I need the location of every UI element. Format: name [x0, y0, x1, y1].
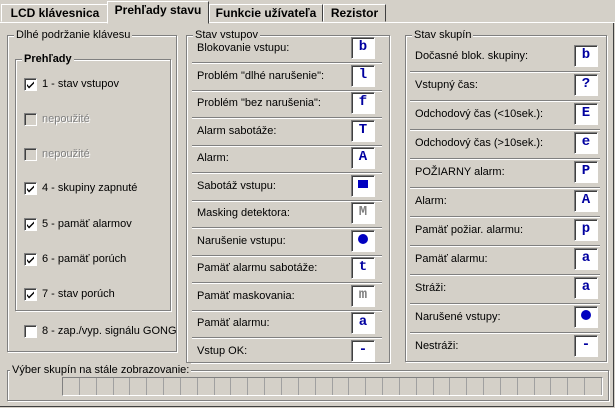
- group-cell[interactable]: [63, 378, 80, 395]
- overview-checkbox-label: 7 - stav porúch: [42, 288, 115, 300]
- group-status-label: Narušené vstupy:: [415, 311, 501, 323]
- group-cell[interactable]: [535, 378, 552, 395]
- group-cell[interactable]: [164, 378, 181, 395]
- row-separator: [192, 227, 382, 228]
- input-status-key-field[interactable]: A: [351, 147, 375, 169]
- input-status-key-field[interactable]: b: [351, 37, 375, 59]
- input-status-label: Vstup OK:: [197, 344, 248, 357]
- input-status-key-field[interactable]: a: [351, 312, 375, 334]
- group-status-key-field[interactable]: b: [574, 45, 598, 67]
- row-separator: [410, 187, 600, 188]
- group-cell[interactable]: [198, 378, 215, 395]
- group-status-key-field[interactable]: e: [574, 132, 598, 154]
- row-separator: [410, 129, 600, 130]
- group-cell[interactable]: [366, 378, 383, 395]
- input-status-key-field: m: [351, 285, 375, 307]
- row-separator: [192, 337, 382, 338]
- group-cell[interactable]: [299, 378, 316, 395]
- group-status-key-field[interactable]: E: [574, 103, 598, 125]
- input-status-label: Problém "dlhé narušenie":: [197, 69, 325, 82]
- tab-strip: [0, 0, 615, 24]
- row-separator: [410, 100, 600, 101]
- row-separator: [192, 310, 382, 311]
- input-status-label: Blokovanie vstupu:: [197, 42, 290, 54]
- input-status-label: Alarm:: [197, 152, 229, 164]
- row-separator: [192, 172, 382, 173]
- group-cell[interactable]: [181, 378, 198, 395]
- group-cell[interactable]: [130, 378, 147, 395]
- input-status-key-field[interactable]: t: [351, 257, 375, 279]
- overview-checkbox-label: nepoužité: [42, 113, 90, 125]
- row-separator: [192, 90, 382, 91]
- row-separator: [410, 303, 600, 304]
- overview-checkbox-5[interactable]: [24, 218, 37, 231]
- overview-checkbox-7[interactable]: [24, 288, 37, 301]
- overviews-subgroup-title: Prehľady: [24, 53, 72, 65]
- row-separator: [410, 71, 600, 72]
- group-cell[interactable]: [450, 378, 467, 395]
- inputs-status-title: Stav vstupov: [195, 29, 258, 41]
- group-cell[interactable]: [265, 378, 282, 395]
- row-separator: [192, 255, 382, 256]
- group-status-label: Odchodový čas (<10sek.):: [415, 108, 544, 120]
- group-status-label: Vstupný čas:: [415, 79, 478, 91]
- overview-checkbox-label: 5 - pamäť alarmov: [42, 218, 132, 230]
- group-cell[interactable]: [467, 378, 484, 395]
- tab-user-functions[interactable]: Funkcie užívateľa: [209, 4, 323, 22]
- group-cell[interactable]: [383, 378, 400, 395]
- group-status-key-field[interactable]: a: [574, 277, 598, 299]
- group-cell[interactable]: [114, 378, 131, 395]
- group-status-key-field[interactable]: [574, 306, 598, 328]
- group-status-label: Nestráži:: [415, 340, 459, 352]
- input-status-key-field[interactable]: T: [351, 120, 375, 142]
- input-status-label: Pamäť alarmu sabotáže:: [197, 262, 318, 274]
- group-cell[interactable]: [316, 378, 333, 395]
- input-status-label: Sabotáž vstupu:: [197, 179, 276, 192]
- group-cell[interactable]: [147, 378, 164, 395]
- group-status-label: Alarm:: [415, 195, 447, 207]
- group-cell[interactable]: [215, 378, 232, 395]
- group-status-label: Stráži:: [415, 282, 447, 294]
- group-status-key-field[interactable]: A: [574, 190, 598, 212]
- group-cell[interactable]: [231, 378, 248, 395]
- input-status-label: Problém "bez narušenia":: [197, 97, 321, 109]
- group-cell[interactable]: [400, 378, 417, 395]
- group-cell[interactable]: [97, 378, 114, 395]
- input-status-label: Masking detektora:: [197, 207, 290, 219]
- long-press-title: Dlhé podržanie klávesu: [16, 29, 131, 41]
- group-status-key-field[interactable]: -: [574, 335, 598, 357]
- row-separator: [192, 62, 382, 63]
- group-status-key-field[interactable]: ?: [574, 74, 598, 96]
- group-status-key-field[interactable]: P: [574, 161, 598, 183]
- row-separator: [410, 274, 600, 275]
- input-status-key-field[interactable]: -: [351, 340, 375, 362]
- group-cell[interactable]: [349, 378, 366, 395]
- input-status-key-field[interactable]: f: [351, 92, 375, 114]
- row-separator: [192, 145, 382, 146]
- input-status-key-field[interactable]: l: [351, 65, 375, 87]
- overview-checkbox-2: [24, 113, 37, 126]
- gong-checkbox-label: 8 - zap./vyp. signálu GONG: [42, 325, 177, 337]
- group-cell[interactable]: [417, 378, 434, 395]
- group-cell[interactable]: [333, 378, 350, 395]
- tab-resistor[interactable]: Rezistor: [323, 4, 386, 22]
- input-status-key-field: M: [351, 202, 375, 224]
- group-status-key-field[interactable]: p: [574, 219, 598, 241]
- tab-lcd-keypad[interactable]: LCD klávesnica: [1, 4, 109, 22]
- gong-checkbox[interactable]: [24, 325, 37, 338]
- group-cell[interactable]: [551, 378, 568, 395]
- group-status-label: Pamäť alarmu:: [415, 253, 488, 265]
- overview-checkbox-label: 1 - stav vstupov: [42, 78, 120, 90]
- input-status-label: Pamäť alarmu:: [197, 317, 270, 329]
- overview-checkbox-3: [24, 148, 37, 161]
- groups-status-title: Stav skupín: [414, 29, 472, 41]
- row-separator: [410, 332, 600, 333]
- group-cell[interactable]: [248, 378, 265, 395]
- group-selection-bar[interactable]: [62, 377, 603, 396]
- group-cell[interactable]: [484, 378, 501, 395]
- input-status-label: Alarm sabotáže:: [197, 124, 277, 137]
- overview-checkbox-1[interactable]: [24, 78, 37, 91]
- row-separator: [192, 282, 382, 283]
- overview-checkbox-label: 4 - skupiny zapnuté: [42, 182, 138, 194]
- group-cell[interactable]: [585, 378, 602, 395]
- group-status-label: Dočasné blok. skupiny:: [415, 50, 529, 62]
- group-cell[interactable]: [518, 378, 535, 395]
- group-status-key-field[interactable]: a: [574, 248, 598, 270]
- row-separator: [410, 245, 600, 246]
- input-status-key-field[interactable]: [351, 230, 375, 252]
- row-separator: [192, 117, 382, 118]
- group-cell[interactable]: [568, 378, 585, 395]
- overview-checkbox-label: nepoužité: [42, 148, 90, 160]
- group-status-label: Pamäť požiar. alarmu:: [415, 224, 524, 236]
- input-status-label: Narušenie vstupu:: [197, 234, 286, 247]
- input-status-key-field[interactable]: [351, 175, 375, 197]
- group-status-label: POŽIARNY alarm:: [415, 166, 505, 178]
- row-separator: [410, 158, 600, 159]
- overview-checkbox-4[interactable]: [24, 182, 37, 195]
- group-cell[interactable]: [282, 378, 299, 395]
- group-status-label: Odchodový čas (>10sek.):: [415, 137, 544, 149]
- group-cell[interactable]: [80, 378, 97, 395]
- input-status-label: Pamäť maskovania:: [197, 289, 295, 302]
- permanent-display-title: Výber skupín na stále zobrazovanie:: [12, 364, 190, 376]
- tab-status-overviews[interactable]: Prehľady stavu: [107, 1, 209, 24]
- overview-checkbox-label: 6 - pamäť porúch: [42, 253, 127, 265]
- row-separator: [192, 200, 382, 201]
- group-cell[interactable]: [501, 378, 518, 395]
- row-separator: [410, 216, 600, 217]
- overview-checkbox-6[interactable]: [24, 253, 37, 266]
- group-cell[interactable]: [434, 378, 451, 395]
